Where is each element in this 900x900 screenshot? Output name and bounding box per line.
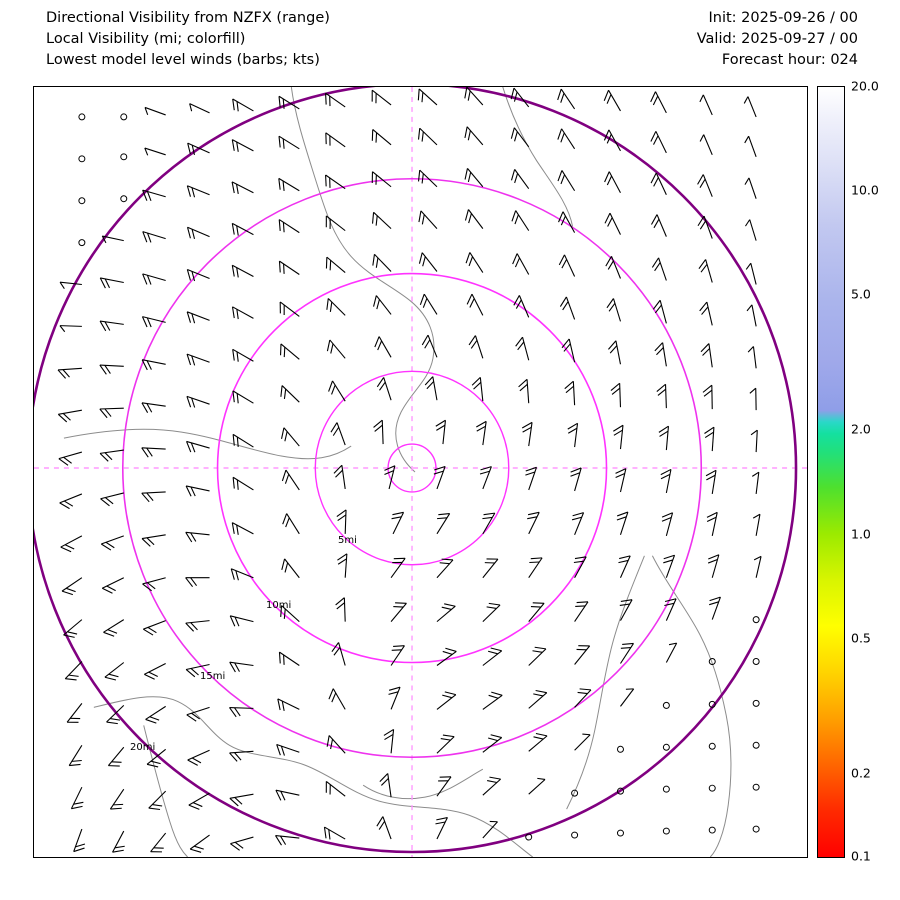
init-time-label: Init: 2025-09-26 / 00 (708, 10, 858, 26)
barbs-legend-line: Lowest model level winds (barbs; kts) (46, 52, 320, 68)
map-plot-area (33, 86, 808, 858)
header-right-block (697, 8, 858, 71)
colorbar-gradient (817, 86, 845, 858)
valid-time-label: Valid: 2025-09-27 / 00 (696, 31, 858, 47)
colorbar-tick-0.1: 0.1 (851, 848, 871, 864)
colorbar (817, 78, 879, 864)
range-label-5mi: 5mi (338, 535, 357, 546)
colorbar-tick-2: 2.0 (851, 421, 871, 437)
range-label-20mi: 20mi (130, 742, 156, 753)
colorbar-tick-0.5: 0.5 (851, 630, 871, 646)
figure-header (0, 0, 900, 80)
colorfill-legend-line: Local Visibility (mi; colorfill) (46, 31, 246, 47)
forecast-hour-label: Forecast hour: 024 (721, 52, 858, 68)
colorbar-tick-10: 10.0 (851, 182, 879, 198)
range-label-15mi: 15mi (200, 671, 226, 682)
colorbar-tick-0.2: 0.2 (851, 765, 871, 781)
colorbar-tick-20: 20.0 (851, 78, 879, 94)
title-line: Directional Visibility from NZFX (range) (46, 10, 330, 26)
range-label-10mi: 10mi (266, 600, 292, 611)
header-left-block (46, 8, 330, 71)
colorbar-tick-5: 5.0 (851, 286, 871, 302)
colorbar-tick-1: 1.0 (851, 526, 871, 542)
